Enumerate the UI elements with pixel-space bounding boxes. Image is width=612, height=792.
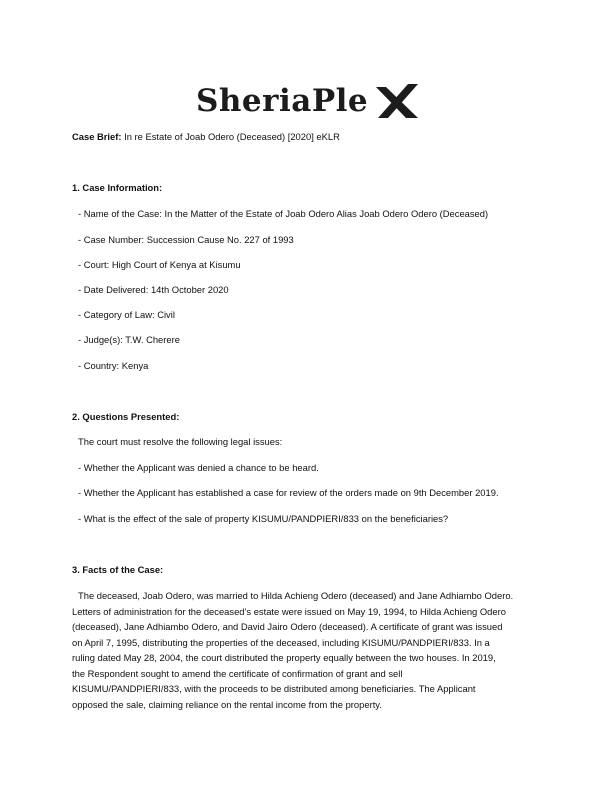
- question-item: - What is the effect of the sale of property KISUMU/PANDPIERI/833 on the beneficiaries?: [78, 513, 449, 524]
- question-item: - Whether the Applicant has established a case for review of the orders made on 9th December 2019.: [78, 487, 499, 498]
- logo-x-mark: [376, 84, 418, 118]
- facts-line: (deceased), Jane Adhiambo Odero, and David Jairo Odero (deceased). A certificate of grant was issued: [72, 621, 503, 632]
- case-brief-line: [72, 131, 340, 142]
- section-heading-facts: 3. Facts of the Case:: [72, 564, 164, 575]
- logo-wordmark: SheriaPle: [196, 83, 369, 119]
- questions-intro: The court must resolve the following legal issues:: [78, 436, 283, 447]
- case-info-item: - Date Delivered: 14th October 2020: [78, 284, 229, 295]
- facts-line: KISUMU/PANDPIERI/833, with the proceeds to be distributed among beneficiaries. The Applicant: [72, 683, 476, 694]
- case-info-item: - Case Number: Succession Cause No. 227 of 1993: [78, 234, 294, 245]
- case-info-item: - Judge(s): T.W. Cherere: [78, 334, 180, 345]
- case-brief-label: Case Brief:: [72, 131, 122, 142]
- case-info-item: - Name of the Case: In the Matter of the Estate of Joab Odero Alias Joab Odero Odero (Deceased): [78, 208, 489, 219]
- section-heading-case-information: 1. Case Information:: [72, 182, 163, 193]
- question-item: - Whether the Applicant was denied a chance to be heard.: [78, 462, 319, 473]
- facts-line: Letters of administration for the deceased’s estate were issued on May 19, 1994, to Hilda Achieng Odero: [72, 605, 506, 617]
- sheriaplex-logo: [196, 78, 418, 120]
- case-info-item: - Country: Kenya: [78, 360, 149, 371]
- case-info-item: - Category of Law: Civil: [78, 309, 175, 320]
- facts-paragraph: [72, 588, 542, 712]
- facts-line: ruling dated May 28, 2004, the court distributed the property equally between the two houses. In 2019,: [72, 652, 496, 663]
- section-heading-questions-presented: 2. Questions Presented:: [72, 411, 180, 422]
- facts-line: opposed the sale, claiming reliance on the rental income from the property.: [72, 698, 382, 710]
- facts-line: The deceased, Joab Odero, was married to Hilda Achieng Odero (deceased) and Jane Adhiambo Odero.: [78, 590, 514, 601]
- facts-line: on April 7, 1995, distributing the properties of the deceased, including KISUMU/PANDPIERI/833. In a: [72, 636, 490, 648]
- facts-line: the Respondent sought to amend the certificate of confirmation of grant and sell: [72, 667, 403, 679]
- case-info-item: - Court: High Court of Kenya at Kisumu: [78, 259, 241, 270]
- case-brief-title: In re Estate of Joab Odero (Deceased) [2020] eKLR: [121, 131, 340, 142]
